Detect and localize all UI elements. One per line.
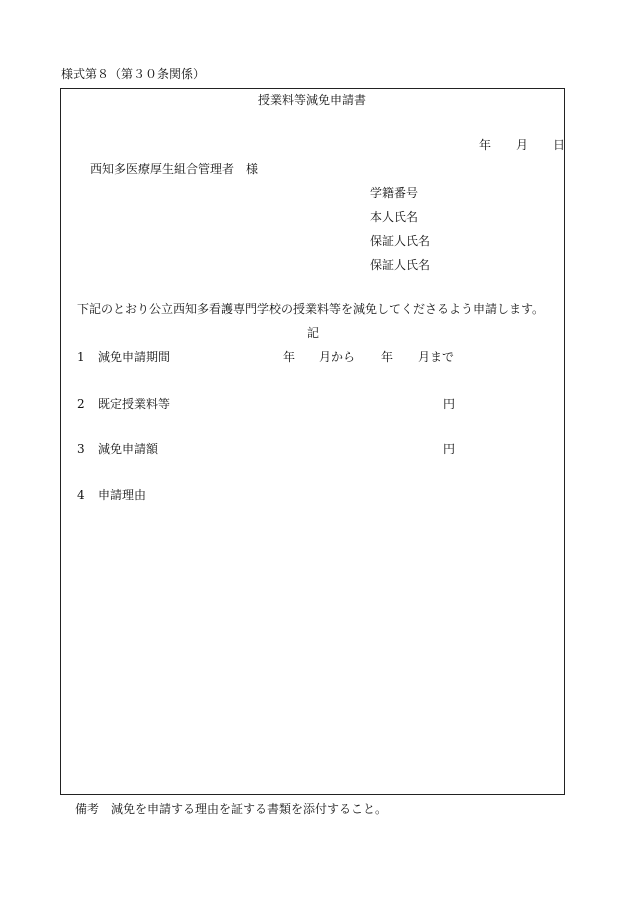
- period-to-year: 年: [381, 350, 394, 364]
- student-number-label: 学籍番号: [370, 186, 419, 200]
- student-name-label: 本人氏名: [370, 210, 419, 224]
- item-2-number: 2: [77, 397, 85, 411]
- item-2-unit: 円: [443, 397, 456, 411]
- date-day: 日: [553, 138, 566, 152]
- ki-heading: 記: [307, 326, 320, 340]
- item-3-number: 3: [77, 442, 85, 456]
- item-2-label: 既定授業料等: [98, 397, 171, 411]
- item-3-unit: 円: [443, 442, 456, 456]
- date-year: 年: [479, 138, 492, 152]
- date-month: 月: [516, 138, 529, 152]
- form-number: 様式第８（第３０条関係）: [61, 67, 206, 81]
- item-1-number: 1: [77, 350, 85, 364]
- period-from-year: 年: [283, 350, 296, 364]
- form-box: [60, 88, 565, 795]
- request-text: 下記のとおり公立西知多看護専門学校の授業料等を減免してくださるよう申請します。: [77, 302, 545, 316]
- period-from-month: 月から: [319, 350, 356, 364]
- item-1-label: 減免申請期間: [98, 350, 171, 364]
- remarks-note: 備考 減免を申請する理由を証する書類を添付すること。: [75, 802, 388, 816]
- guarantor-name-label-2: 保証人氏名: [370, 258, 431, 272]
- item-3-label: 減免申請額: [98, 442, 159, 456]
- form-title: 授業料等減免申請書: [258, 93, 367, 107]
- addressee: 西知多医療厚生組合管理者 様: [90, 162, 259, 176]
- item-4-label: 申請理由: [98, 488, 147, 502]
- item-4-number: 4: [77, 488, 85, 502]
- period-to-month: 月まで: [418, 350, 455, 364]
- guarantor-name-label-1: 保証人氏名: [370, 234, 431, 248]
